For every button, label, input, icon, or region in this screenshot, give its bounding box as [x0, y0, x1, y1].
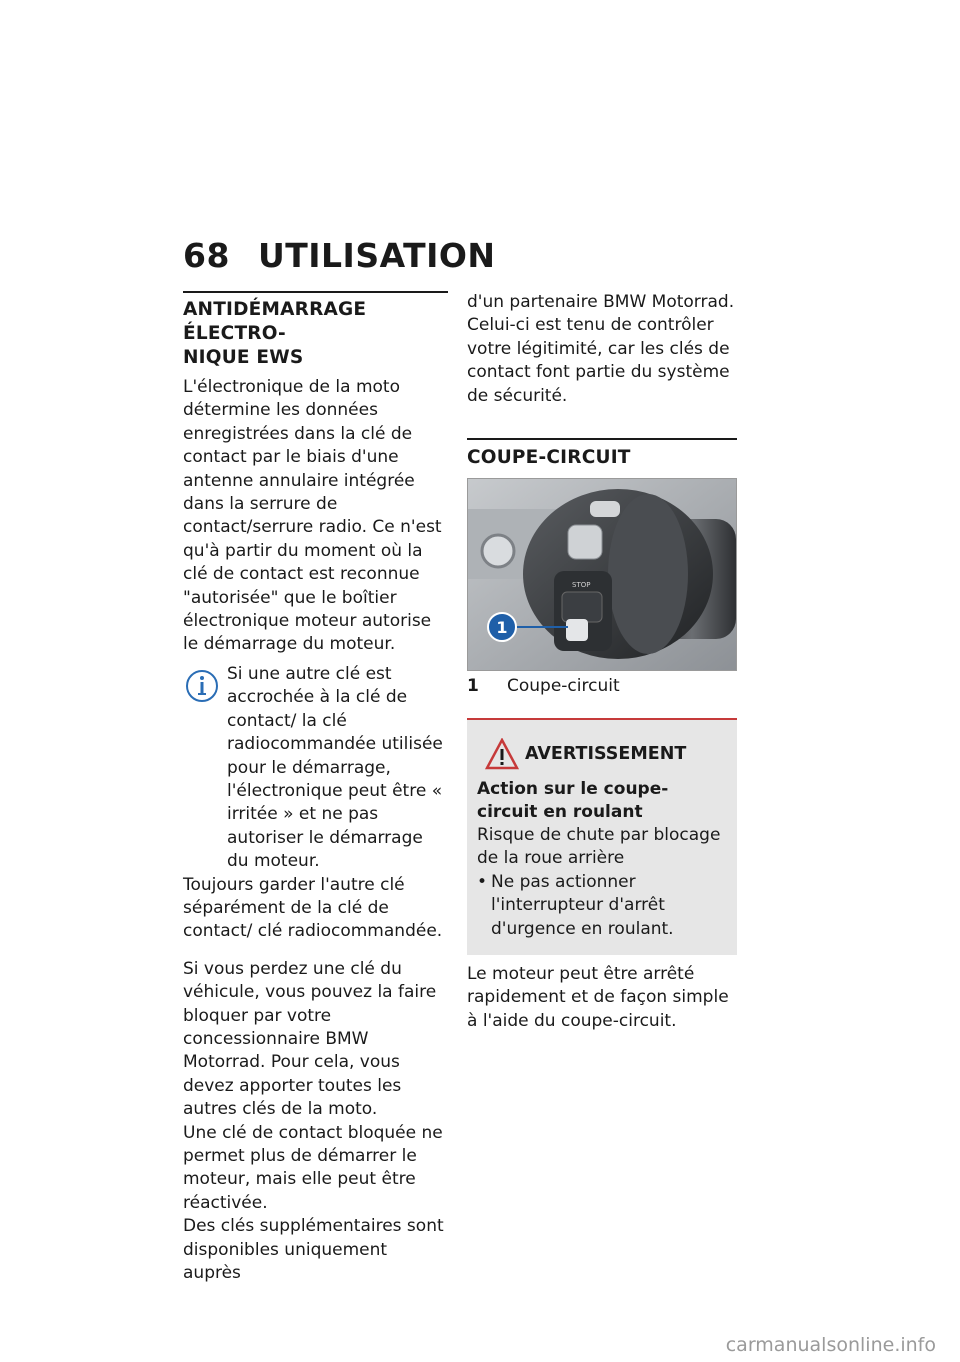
caption-number: 1: [467, 676, 479, 697]
continued-paragraph: d'un partenaire BMW Motorrad. Celui-ci est tenu de contrôler votre légitimité, car les clés de contact font partie du système de sécurité.: [467, 292, 735, 406]
warning-bullet: • Ne pas actionner l'interrupteur d'arrêt d'urgence en roulant.: [477, 871, 727, 941]
figure-caption: [467, 675, 737, 698]
left-column: [183, 291, 448, 1285]
section-title: UTILISATION: [257, 236, 496, 275]
kill-switch-paragraph: Le moteur peut être arrêté rapidement et de façon simple à l'aide du coupe-circuit.: [467, 964, 729, 1031]
extra-keys-paragraph: Des clés supplémentaires sont disponibles uniquement auprès: [183, 1216, 444, 1284]
warning-header: [485, 738, 727, 770]
callout-number: 1: [496, 618, 508, 638]
section-rule: [467, 438, 737, 440]
page-number: 68: [183, 236, 230, 275]
kill-switch-figure: [467, 478, 737, 671]
note-text: Si une autre clé est accrochée à la clé de contact/ la clé radiocommandée utilisée pour le démarrage, l'électronique peut être « irritée » et ne pas autoriser le démarrage du moteur.: [227, 663, 443, 872]
caption-text: Coupe-circuit: [507, 676, 620, 697]
handlebar-illustration: [468, 479, 736, 670]
warning-risk: Risque de chute par blocage de la roue arrière: [477, 825, 721, 869]
ews-paragraph: L'électronique de la moto détermine les données enregistrées dans la clé de contact par le biais d'une antenne annulaire intégrée dans la serrure de contact/serrure radio. Ce n'est qu'à partir du moment où la clé de contact est reconnue "autorisée" que le boîtier électronique moteur autorise le démarrage du moteur.: [183, 377, 442, 655]
right-column: [467, 291, 737, 1033]
lost-key-paragraph: Si vous perdez une clé du véhicule, vous pouvez la faire bloquer par votre concessionnaire BMW Motorrad. Pour cela, vous devez apporter toutes les autres clés de la moto.: [183, 958, 437, 1120]
stop-label: STOP: [572, 581, 591, 590]
warning-title: Action sur le coupe-circuit en roulant: [477, 779, 669, 823]
blocked-key-paragraph: Une clé de contact bloquée ne permet plus de démarrer le moteur, mais elle peut être réactivée.: [183, 1122, 443, 1213]
warning-bullet-text: Ne pas actionner l'interrupteur d'arrêt d'urgence en roulant.: [491, 871, 674, 939]
note-advice: Toujours garder l'autre clé séparément de la clé de contact/ clé radiocommandée.: [183, 874, 443, 942]
warning-label: AVERTISSEMENT: [525, 744, 687, 765]
watermark: carmanualsonline.info: [725, 1334, 936, 1356]
warning-triangle-icon: [485, 738, 519, 770]
info-icon: [183, 667, 221, 705]
info-note: [183, 663, 448, 944]
ews-heading: ANTIDÉMARRAGE ÉLECTRO- NIQUE EWS: [183, 299, 367, 368]
kill-switch-heading: COUPE-CIRCUIT: [467, 447, 631, 469]
section-rule: [183, 291, 448, 293]
warning-box: [467, 718, 737, 955]
page-header: [183, 236, 743, 275]
